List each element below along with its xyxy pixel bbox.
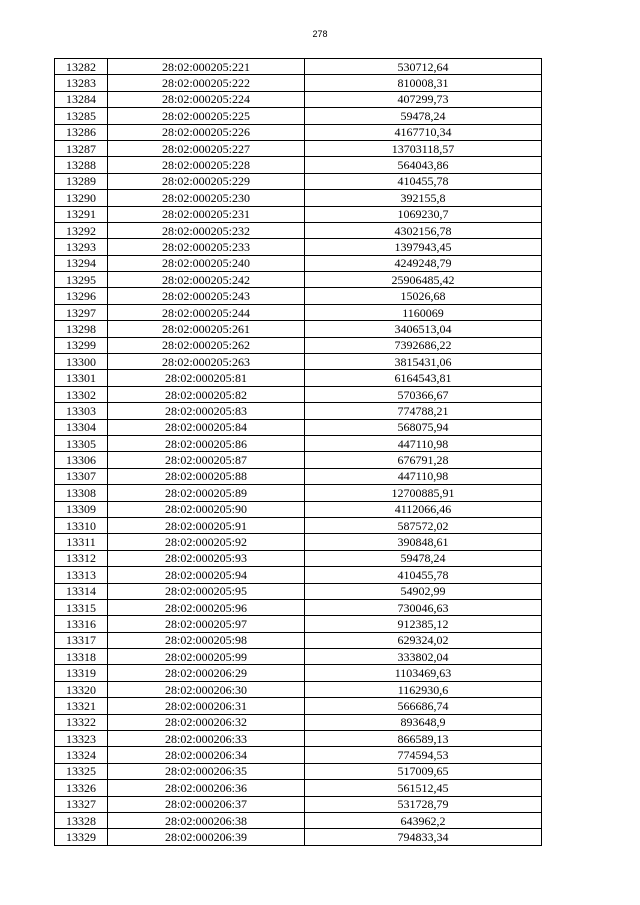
cadastral-number-cell: 28:02:000205:243 bbox=[108, 288, 305, 304]
cadastral-value-cell: 6164543,81 bbox=[305, 370, 542, 386]
cadastral-number-cell: 28:02:000205:228 bbox=[108, 157, 305, 173]
table-row bbox=[55, 419, 542, 435]
row-number-cell: 13286 bbox=[55, 124, 108, 140]
row-number-cell: 13329 bbox=[55, 829, 108, 845]
cadastral-value-cell: 25906485,42 bbox=[305, 272, 542, 288]
row-number-cell: 13295 bbox=[55, 272, 108, 288]
table-row bbox=[55, 796, 542, 812]
row-number-cell: 13307 bbox=[55, 468, 108, 484]
row-number-cell: 13318 bbox=[55, 649, 108, 665]
row-number-cell: 13305 bbox=[55, 435, 108, 451]
table-row bbox=[55, 255, 542, 271]
cadastral-number-cell: 28:02:000205:232 bbox=[108, 222, 305, 238]
cadastral-number-cell: 28:02:000205:233 bbox=[108, 239, 305, 255]
cadastral-number-cell: 28:02:000205:97 bbox=[108, 616, 305, 632]
table-row bbox=[55, 59, 542, 75]
cadastral-value-cell: 4167710,34 bbox=[305, 124, 542, 140]
table-row bbox=[55, 239, 542, 255]
cadastral-value-cell: 774788,21 bbox=[305, 403, 542, 419]
cadastral-number-cell: 28:02:000205:244 bbox=[108, 304, 305, 320]
cadastral-number-cell: 28:02:000205:90 bbox=[108, 501, 305, 517]
cadastral-value-cell: 530712,64 bbox=[305, 59, 542, 75]
row-number-cell: 13327 bbox=[55, 796, 108, 812]
table-row bbox=[55, 140, 542, 156]
row-number-cell: 13291 bbox=[55, 206, 108, 222]
cadastral-number-cell: 28:02:000205:240 bbox=[108, 255, 305, 271]
table-row bbox=[55, 714, 542, 730]
row-number-cell: 13315 bbox=[55, 599, 108, 615]
table-row bbox=[55, 534, 542, 550]
cadastral-number-cell: 28:02:000205:92 bbox=[108, 534, 305, 550]
row-number-cell: 13324 bbox=[55, 747, 108, 763]
cadastral-value-cell: 447110,98 bbox=[305, 435, 542, 451]
row-number-cell: 13309 bbox=[55, 501, 108, 517]
table-row bbox=[55, 173, 542, 189]
table-row bbox=[55, 157, 542, 173]
row-number-cell: 13313 bbox=[55, 567, 108, 583]
cadastral-value-cell: 3815431,06 bbox=[305, 354, 542, 370]
row-number-cell: 13283 bbox=[55, 75, 108, 91]
row-number-cell: 13290 bbox=[55, 190, 108, 206]
table-row bbox=[55, 501, 542, 517]
cadastral-number-cell: 28:02:000205:230 bbox=[108, 190, 305, 206]
cadastral-value-cell: 59478,24 bbox=[305, 550, 542, 566]
table-row bbox=[55, 288, 542, 304]
row-number-cell: 13302 bbox=[55, 386, 108, 402]
row-number-cell: 13293 bbox=[55, 239, 108, 255]
cadastral-value-cell: 54902,99 bbox=[305, 583, 542, 599]
cadastral-number-cell: 28:02:000205:86 bbox=[108, 435, 305, 451]
table-row bbox=[55, 599, 542, 615]
cadastral-number-cell: 28:02:000205:229 bbox=[108, 173, 305, 189]
cadastral-value-cell: 564043,86 bbox=[305, 157, 542, 173]
row-number-cell: 13287 bbox=[55, 140, 108, 156]
row-number-cell: 13300 bbox=[55, 354, 108, 370]
cadastral-value-cell: 390848,61 bbox=[305, 534, 542, 550]
row-number-cell: 13319 bbox=[55, 665, 108, 681]
cadastral-value-cell: 676791,28 bbox=[305, 452, 542, 468]
table-row bbox=[55, 403, 542, 419]
cadastral-number-cell: 28:02:000205:242 bbox=[108, 272, 305, 288]
cadastral-value-cell: 4302156,78 bbox=[305, 222, 542, 238]
row-number-cell: 13282 bbox=[55, 59, 108, 75]
row-number-cell: 13326 bbox=[55, 780, 108, 796]
table-row bbox=[55, 108, 542, 124]
cadastral-number-cell: 28:02:000206:29 bbox=[108, 665, 305, 681]
row-number-cell: 13301 bbox=[55, 370, 108, 386]
cadastral-number-cell: 28:02:000206:38 bbox=[108, 812, 305, 828]
table-row bbox=[55, 616, 542, 632]
row-number-cell: 13310 bbox=[55, 517, 108, 533]
cadastral-value-table bbox=[54, 58, 542, 846]
cadastral-value-cell: 730046,63 bbox=[305, 599, 542, 615]
cadastral-number-cell: 28:02:000206:31 bbox=[108, 698, 305, 714]
cadastral-number-cell: 28:02:000205:84 bbox=[108, 419, 305, 435]
row-number-cell: 13320 bbox=[55, 681, 108, 697]
table-row bbox=[55, 812, 542, 828]
cadastral-number-cell: 28:02:000205:222 bbox=[108, 75, 305, 91]
cadastral-number-cell: 28:02:000205:98 bbox=[108, 632, 305, 648]
cadastral-value-cell: 407299,73 bbox=[305, 91, 542, 107]
cadastral-number-cell: 28:02:000206:32 bbox=[108, 714, 305, 730]
cadastral-value-cell: 392155,8 bbox=[305, 190, 542, 206]
table-row bbox=[55, 337, 542, 353]
table-row bbox=[55, 567, 542, 583]
cadastral-value-cell: 570366,67 bbox=[305, 386, 542, 402]
row-number-cell: 13306 bbox=[55, 452, 108, 468]
cadastral-number-cell: 28:02:000205:83 bbox=[108, 403, 305, 419]
cadastral-number-cell: 28:02:000206:37 bbox=[108, 796, 305, 812]
row-number-cell: 13289 bbox=[55, 173, 108, 189]
row-number-cell: 13325 bbox=[55, 763, 108, 779]
table-row bbox=[55, 190, 542, 206]
cadastral-value-cell: 774594,53 bbox=[305, 747, 542, 763]
cadastral-number-cell: 28:02:000205:82 bbox=[108, 386, 305, 402]
table-row bbox=[55, 649, 542, 665]
cadastral-number-cell: 28:02:000205:226 bbox=[108, 124, 305, 140]
table-row bbox=[55, 452, 542, 468]
cadastral-number-cell: 28:02:000205:89 bbox=[108, 485, 305, 501]
cadastral-value-cell: 643962,2 bbox=[305, 812, 542, 828]
table-row bbox=[55, 124, 542, 140]
row-number-cell: 13321 bbox=[55, 698, 108, 714]
cadastral-value-cell: 3406513,04 bbox=[305, 321, 542, 337]
table-row bbox=[55, 304, 542, 320]
cadastral-number-cell: 28:02:000205:224 bbox=[108, 91, 305, 107]
table-row bbox=[55, 829, 542, 845]
table-row bbox=[55, 517, 542, 533]
table-row bbox=[55, 747, 542, 763]
row-number-cell: 13299 bbox=[55, 337, 108, 353]
cadastral-value-cell: 12700885,91 bbox=[305, 485, 542, 501]
cadastral-number-cell: 28:02:000205:81 bbox=[108, 370, 305, 386]
row-number-cell: 13288 bbox=[55, 157, 108, 173]
table-row bbox=[55, 321, 542, 337]
table-row bbox=[55, 681, 542, 697]
cadastral-value-cell: 59478,24 bbox=[305, 108, 542, 124]
cadastral-value-cell: 410455,78 bbox=[305, 173, 542, 189]
cadastral-value-cell: 629324,02 bbox=[305, 632, 542, 648]
row-number-cell: 13297 bbox=[55, 304, 108, 320]
table-row bbox=[55, 780, 542, 796]
row-number-cell: 13296 bbox=[55, 288, 108, 304]
table-row bbox=[55, 583, 542, 599]
table-row bbox=[55, 698, 542, 714]
row-number-cell: 13285 bbox=[55, 108, 108, 124]
row-number-cell: 13292 bbox=[55, 222, 108, 238]
cadastral-number-cell: 28:02:000205:96 bbox=[108, 599, 305, 615]
row-number-cell: 13294 bbox=[55, 255, 108, 271]
cadastral-number-cell: 28:02:000205:221 bbox=[108, 59, 305, 75]
cadastral-number-cell: 28:02:000206:35 bbox=[108, 763, 305, 779]
cadastral-number-cell: 28:02:000205:93 bbox=[108, 550, 305, 566]
cadastral-number-cell: 28:02:000205:91 bbox=[108, 517, 305, 533]
cadastral-number-cell: 28:02:000205:88 bbox=[108, 468, 305, 484]
table-row bbox=[55, 435, 542, 451]
row-number-cell: 13304 bbox=[55, 419, 108, 435]
cadastral-value-cell: 1103469,63 bbox=[305, 665, 542, 681]
cadastral-number-cell: 28:02:000205:225 bbox=[108, 108, 305, 124]
cadastral-value-cell: 568075,94 bbox=[305, 419, 542, 435]
cadastral-number-cell: 28:02:000205:87 bbox=[108, 452, 305, 468]
cadastral-value-cell: 333802,04 bbox=[305, 649, 542, 665]
table-row bbox=[55, 222, 542, 238]
cadastral-value-cell: 1397943,45 bbox=[305, 239, 542, 255]
cadastral-value-cell: 410455,78 bbox=[305, 567, 542, 583]
table-row bbox=[55, 386, 542, 402]
cadastral-value-cell: 561512,45 bbox=[305, 780, 542, 796]
table-row bbox=[55, 731, 542, 747]
row-number-cell: 13308 bbox=[55, 485, 108, 501]
row-number-cell: 13317 bbox=[55, 632, 108, 648]
cadastral-value-cell: 587572,02 bbox=[305, 517, 542, 533]
cadastral-value-cell: 15026,68 bbox=[305, 288, 542, 304]
cadastral-value-cell: 1162930,6 bbox=[305, 681, 542, 697]
row-number-cell: 13298 bbox=[55, 321, 108, 337]
row-number-cell: 13312 bbox=[55, 550, 108, 566]
cadastral-value-cell: 810008,31 bbox=[305, 75, 542, 91]
row-number-cell: 13316 bbox=[55, 616, 108, 632]
cadastral-number-cell: 28:02:000205:263 bbox=[108, 354, 305, 370]
row-number-cell: 13323 bbox=[55, 731, 108, 747]
cadastral-value-cell: 517009,65 bbox=[305, 763, 542, 779]
table-row bbox=[55, 632, 542, 648]
row-number-cell: 13303 bbox=[55, 403, 108, 419]
cadastral-number-cell: 28:02:000206:36 bbox=[108, 780, 305, 796]
cadastral-number-cell: 28:02:000206:30 bbox=[108, 681, 305, 697]
cadastral-value-cell: 794833,34 bbox=[305, 829, 542, 845]
cadastral-value-cell: 866589,13 bbox=[305, 731, 542, 747]
cadastral-value-cell: 1069230,7 bbox=[305, 206, 542, 222]
table-row bbox=[55, 763, 542, 779]
table-row bbox=[55, 91, 542, 107]
cadastral-value-cell: 566686,74 bbox=[305, 698, 542, 714]
cadastral-number-cell: 28:02:000206:34 bbox=[108, 747, 305, 763]
cadastral-number-cell: 28:02:000206:39 bbox=[108, 829, 305, 845]
cadastral-value-cell: 7392686,22 bbox=[305, 337, 542, 353]
table-row bbox=[55, 485, 542, 501]
cadastral-value-cell: 447110,98 bbox=[305, 468, 542, 484]
table-row bbox=[55, 75, 542, 91]
row-number-cell: 13322 bbox=[55, 714, 108, 730]
cadastral-value-cell: 4249248,79 bbox=[305, 255, 542, 271]
cadastral-number-cell: 28:02:000205:262 bbox=[108, 337, 305, 353]
table-row bbox=[55, 370, 542, 386]
cadastral-value-cell: 893648,9 bbox=[305, 714, 542, 730]
cadastral-number-cell: 28:02:000205:261 bbox=[108, 321, 305, 337]
cadastral-number-cell: 28:02:000206:33 bbox=[108, 731, 305, 747]
table-row bbox=[55, 354, 542, 370]
table-row bbox=[55, 272, 542, 288]
cadastral-number-cell: 28:02:000205:95 bbox=[108, 583, 305, 599]
cadastral-value-cell: 531728,79 bbox=[305, 796, 542, 812]
table-row bbox=[55, 665, 542, 681]
cadastral-value-cell: 13703118,57 bbox=[305, 140, 542, 156]
cadastral-number-cell: 28:02:000205:99 bbox=[108, 649, 305, 665]
cadastral-number-cell: 28:02:000205:231 bbox=[108, 206, 305, 222]
row-number-cell: 13328 bbox=[55, 812, 108, 828]
row-number-cell: 13284 bbox=[55, 91, 108, 107]
table-body bbox=[55, 59, 542, 846]
page-number: 278 bbox=[312, 29, 328, 39]
table-row bbox=[55, 550, 542, 566]
row-number-cell: 13311 bbox=[55, 534, 108, 550]
cadastral-value-cell: 4112066,46 bbox=[305, 501, 542, 517]
cadastral-value-cell: 1160069 bbox=[305, 304, 542, 320]
cadastral-value-cell: 912385,12 bbox=[305, 616, 542, 632]
table-row bbox=[55, 468, 542, 484]
cadastral-number-cell: 28:02:000205:94 bbox=[108, 567, 305, 583]
table-row bbox=[55, 206, 542, 222]
row-number-cell: 13314 bbox=[55, 583, 108, 599]
cadastral-number-cell: 28:02:000205:227 bbox=[108, 140, 305, 156]
